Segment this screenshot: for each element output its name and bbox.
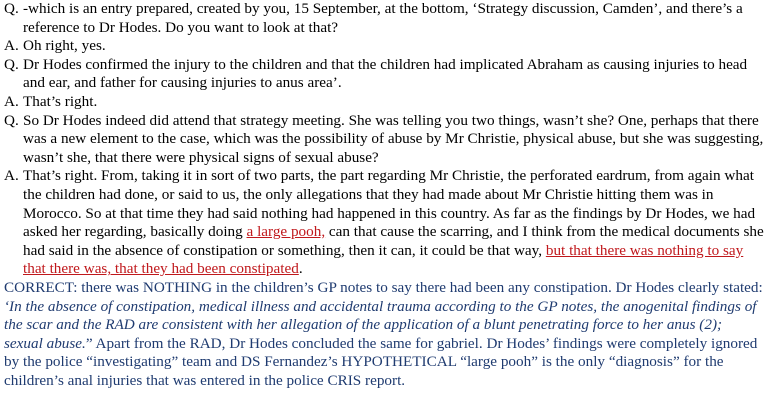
question-text: Dr Hodes confirmed the injury to the children and that the children had implicated Abraham as causing injuries to head and ear, and father for causing injuries to anus area’. <box>23 55 748 92</box>
speaker-tag: Q. <box>4 0 19 17</box>
transcript-answer <box>4 167 764 279</box>
speaker-tag: A. <box>4 92 19 110</box>
highlighted-phrase: but that there was nothing to say that there was, that they had been constipated <box>23 241 744 278</box>
transcript-question <box>4 112 764 168</box>
speaker-tag: Q. <box>4 111 19 129</box>
transcript-question <box>4 56 764 93</box>
answer-text <box>23 167 764 279</box>
speaker-tag: Q. <box>4 55 19 73</box>
correction-tail: ” Apart from the RAD, Dr Hodes concluded the same for gabriel. Dr Hodes’ findings were completely ignored by the police “investigating” team and DS Fernandez’s HYPOTHETICAL “large pooh” is the only “diagnosis” for the children’s anal injuries that was entered in the police CRIS report. <box>4 334 758 389</box>
transcript-answer <box>4 93 764 112</box>
transcript-question <box>4 0 764 37</box>
speaker-tag: A. <box>4 37 19 55</box>
answer-text: Oh right, yes. <box>23 37 106 55</box>
answer-text-part: can that cause the scarring, and I think from the medical documents she had said in the absence of constipation or something, then it can, it could be that way, <box>23 223 764 259</box>
correction-quote: ‘In the absence of constipation, medical illness and accidental trauma according to the GP notes, the anogenital findings of the scar and the RAD are consistent with her allegation of the application of a blunt penetrating force to her anus (2); sexual abuse. <box>4 297 757 352</box>
answer-text-part: . <box>298 260 303 278</box>
question-text: So Dr Hodes indeed did attend that strategy meeting. She was telling you two things, wasn’t she? One, perhaps that there was a new element to the case, which was the possibility of abuse by Mr Christie, physical abuse, but she was suggesting, wasn’t she, that there were physical signs of sexual abuse? <box>23 111 764 166</box>
correction-note <box>4 279 764 391</box>
question-text: -which is an entry prepared, created by you, 15 September, at the bottom, ‘Strategy discussion, Camden’, and there’s a reference to Dr Hodes. Do you want to look at that? <box>23 0 743 36</box>
answer-text-part: That’s right. From, taking it in sort of two parts, the part regarding Mr Christie, the perforated eardrum, from again what the children had done, or said to us, the only allegations that they had made about Mr Christie hitting them was in Morocco. So at that time they had said nothing had happened in this country. As far as the findings by Dr Hodes, we had asked her regarding, basically doing <box>23 167 756 241</box>
correction-lead: CORRECT: there was NOTHING in the children’s GP notes to say there had been any constipation. Dr Hodes clearly stated: <box>4 278 763 296</box>
highlighted-phrase: a large pooh, <box>246 223 326 241</box>
speaker-tag: A. <box>4 167 19 185</box>
transcript-answer <box>4 37 764 56</box>
answer-text: That’s right. <box>23 92 98 110</box>
